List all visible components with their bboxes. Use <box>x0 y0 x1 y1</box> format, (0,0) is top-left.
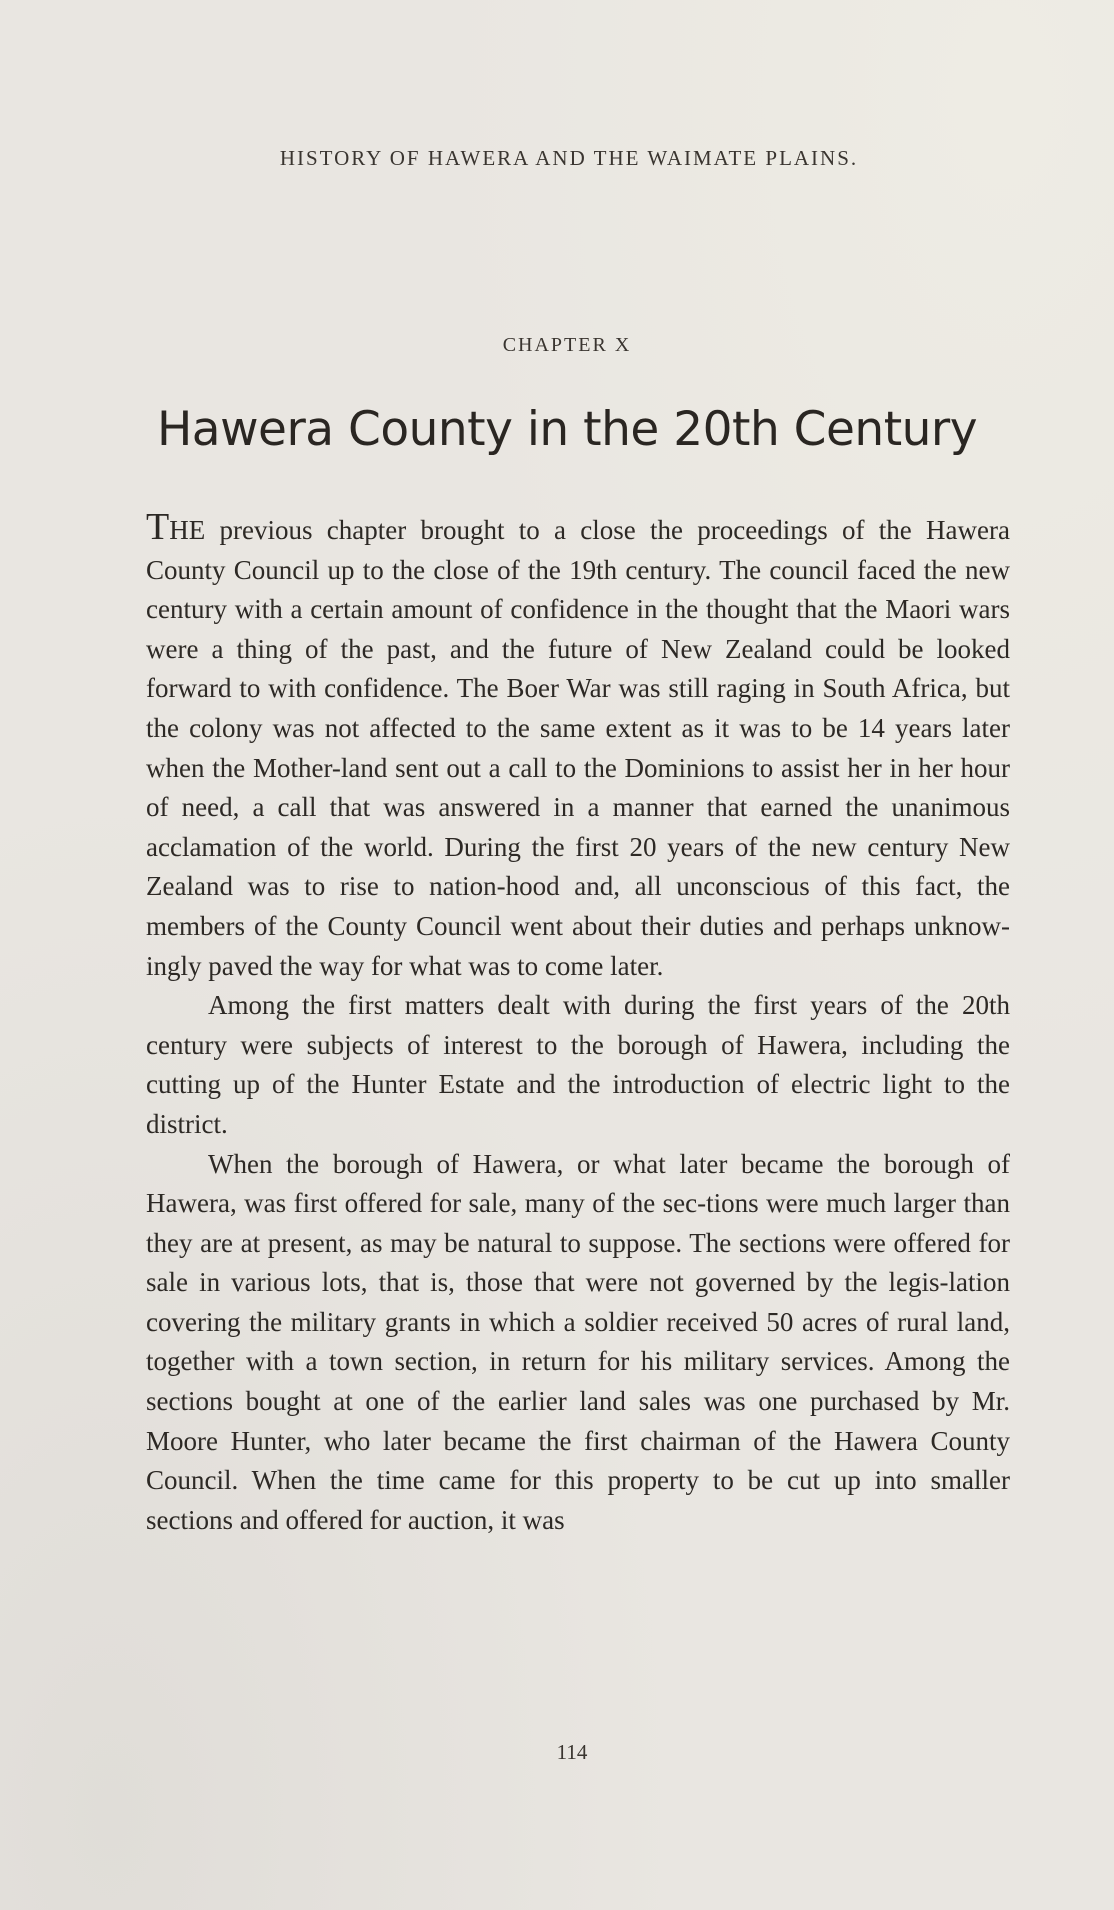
chapter-label: CHAPTER X <box>502 334 632 356</box>
paragraph-1 <box>146 506 1010 986</box>
paragraph-2: Among the first matters dealt with during the first years of the 20th century were subjects of interest to the borough of Hawera, including the cutting up of the Hunter Estate and the introduction of electric light to the district. <box>146 990 1010 1139</box>
drop-cap: T <box>146 506 170 548</box>
paragraph-3: When the borough of Hawera, or what later became the borough of Hawera, was first offered for sale, many of the sec-tions were much larger than they are at present, as may be natural to suppose. The sections were offered for sale in various lots, that is, those that were not governed by the legis-lation covering the military grants in which a soldier received 50 acres of rural land, together with a town section, in return for his military services. Among the sections bought at one of the earlier land sales was one purchased by Mr. Moore Hunter, who later became the first chairman of the Hawera County Council. When the time came for this property to be cut up into smaller sections and offered for auction, it was <box>146 1148 1010 1535</box>
body-text <box>146 506 1010 1540</box>
running-head: HISTORY OF HAWERA AND THE WAIMATE PLAINS. <box>279 146 859 170</box>
paragraph-1-text: HE previous chapter brought to a close the proceedings of the Hawera County Council up to the close of the 19th century. The council faced the new century with a certain amount of confidence in the thought that the Maori wars were a thing of the past, and the future of New Zealand could be looked forward to with confidence. The Boer War was still raging in South Africa, but the colony was not affected to the same extent as it was to be 14 years later when the Mother-land sent out a call to the Dominions to assist her in her hour of need, a call that was answered in a manner that earned the unanimous acclamation of the world. During the first 20 years of the new century New Zealand was to rise to nation-hood and, all unconscious of this fact, the members of the County Council went about their duties and perhaps unknow-ingly paved the way for what was to come later. <box>146 515 1010 981</box>
chapter-title: Hawera County in the 20th Century <box>156 402 978 457</box>
page-number: 114 <box>556 1740 588 1764</box>
